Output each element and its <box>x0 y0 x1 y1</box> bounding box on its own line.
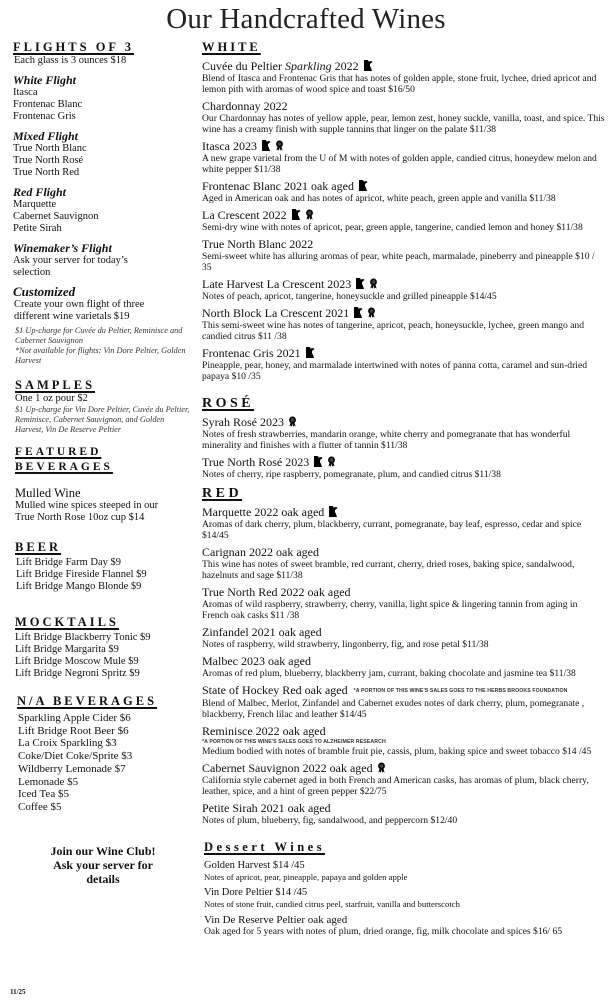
dessert-wine-description: Oak aged for 5 years with notes of plum, dried orange, fig, milk chocolate and spices $16/ 65 <box>204 925 563 937</box>
white-wine-list <box>202 60 606 382</box>
wine-name-text: True North Rosé 2023 <box>202 455 310 469</box>
wine-entry <box>202 506 606 541</box>
wine-name-text: State of Hockey Red oak aged <box>202 683 348 697</box>
beer-item: Lift Bridge Mango Blonde $9 <box>16 581 142 592</box>
minnesota-state-icon <box>363 60 373 71</box>
featured-name: Mulled Wine <box>15 486 81 500</box>
award-ribbon-icon <box>367 307 377 318</box>
availability-note: *Not available for flights: Vin Dore Peltier, Golden Harvest <box>15 346 186 365</box>
wine-description: Notes of cherry, ripe raspberry, pomegranate, plum, and candied citrus $11/38 <box>202 469 501 480</box>
wine-name <box>202 802 606 815</box>
featured-heading: FEATURED BEVERAGES <box>15 446 113 473</box>
flight-item: different wine varietals $19 <box>14 311 130 322</box>
wine-description: Aged in American oak and has notes of apricot, white peach, green apple and vanilla $11/38 <box>202 193 556 204</box>
wine-entry <box>202 802 606 826</box>
award-ribbon-icon <box>327 456 337 467</box>
wine-name-text: Late Harvest La Crescent 2023 <box>202 277 352 291</box>
flight-group-winemaker <box>13 241 193 279</box>
dessert-heading: Dessert Wines <box>204 839 326 854</box>
wine-name-text: Itasca 2023 <box>202 139 257 153</box>
flight-group-white <box>13 73 193 123</box>
na-beverages-heading: N/A BEVERAGES <box>17 694 158 708</box>
minnesota-state-icon <box>358 180 368 191</box>
flight-item: Itasca <box>13 87 38 98</box>
wine-name <box>202 278 606 291</box>
wine-entry <box>202 456 606 480</box>
wine-name <box>202 140 606 153</box>
wine-entry <box>202 100 606 135</box>
wine-entry <box>202 180 606 204</box>
mocktail-item: Lift Bridge Negroni Spritz $9 <box>15 668 140 679</box>
mocktails-heading: MOCKTAILS <box>15 615 119 629</box>
flight-item: Cabernet Sauvignon <box>13 211 99 222</box>
minnesota-state-icon <box>328 506 338 517</box>
wine-name <box>202 60 606 73</box>
wine-description: Semi-sweet white has alluring aromas of pear, white peach, marmalade, pineberry and pineapple $10 / 35 <box>202 251 595 273</box>
wine-entry <box>202 278 606 302</box>
flight-name: Winemaker’s Flight <box>13 241 112 255</box>
red-heading: RED <box>202 486 243 501</box>
wine-name-text: Malbec 2023 oak aged <box>202 654 311 668</box>
wine-entry <box>202 684 606 720</box>
award-ribbon-icon <box>305 209 315 220</box>
featured-line: Mulled wine spices steeped in our <box>15 500 159 511</box>
wine-club-line: details <box>86 871 120 886</box>
flight-item: True North Rosé <box>13 155 84 166</box>
wine-year: 2022 <box>334 59 359 73</box>
wine-name-text: North Block La Crescent 2021 <box>202 306 350 320</box>
wine-name-text: Frontenac Blanc 2021 oak aged <box>202 179 354 193</box>
wine-entry <box>202 725 606 757</box>
na-item: Coffee $5 <box>18 800 62 813</box>
samples-note: $1 Up-charge for Vin Dore Peltier, Cuvée du Peltier, Reminisce, Cabernet Sauvignon, and Golden Harvest, Vin De Reserve Peltier <box>15 405 190 434</box>
charity-note: *A PORTION OF THIS WINE'S SALES GOES TO ALZHEIMER RESEARCH <box>202 738 386 745</box>
minnesota-state-icon <box>305 347 315 358</box>
wine-entry <box>202 238 606 273</box>
minnesota-state-icon <box>355 278 365 289</box>
minnesota-state-icon <box>291 209 301 220</box>
wine-entry <box>202 140 606 175</box>
wine-description: Notes of plum, blueberry, fig, sandalwood, and peppercorn $12/40 <box>202 814 458 826</box>
wine-name-text: Cuvée du Peltier <box>202 59 282 73</box>
wine-description: Pineapple, pear, honey, and marmalade intertwined with notes of panna cotta, caramel and sun-dried papaya $10 /35 <box>202 360 588 382</box>
minnesota-state-icon <box>353 307 363 318</box>
wine-club-line: Ask your server for <box>53 857 153 872</box>
wine-description: Aromas of wild raspberry, strawberry, cherry, vanilla, light spice & lingering tannin from aging in French oak casks $11 /38 <box>202 599 578 621</box>
wine-entry <box>202 546 606 581</box>
wine-name <box>202 416 606 429</box>
flight-name: White Flight <box>13 73 77 87</box>
beer-heading: BEER <box>15 540 62 554</box>
mocktail-item: Lift Bridge Moscow Mule $9 <box>15 656 139 667</box>
flight-item: Frontenac Blanc <box>13 99 83 110</box>
wine-name-text: True North Red 2022 oak aged <box>202 585 351 599</box>
wine-entry <box>202 209 606 233</box>
wine-entry <box>202 655 606 679</box>
wine-description: This wine has notes of sweet bramble, red currant, cherry, dried roses, baking spice, sandalwood, hazelnuts and sage $11/38 <box>202 559 575 581</box>
wine-name <box>202 307 606 320</box>
wine-description: A new grape varietal from the U of M with notes of golden apple, candied citrus, honeydew melon and white pepper $11/38 <box>202 153 597 175</box>
wine-entry <box>202 762 606 797</box>
wine-name-text: Cabernet Sauvignon 2022 oak aged <box>202 760 373 775</box>
na-item: Iced Tea $5 <box>18 788 69 801</box>
wine-description: Notes of fresh strawberries, mandarin orange, white cherry and pomegranate that has wonderful minerality and finishes with a flutter of tannin $11/38 <box>202 429 571 451</box>
award-ribbon-icon <box>377 762 387 773</box>
flight-item: True North Blanc <box>13 143 87 154</box>
wine-name-text: La Crescent 2022 <box>202 208 287 222</box>
wine-name <box>202 684 606 698</box>
dessert-wine-entry <box>204 914 606 938</box>
wine-description: Notes of peach, apricot, tangerine, honeysuckle and grilled pineapple $14/45 <box>202 291 497 302</box>
wine-description: Aromas of dark cherry, plum, blackberry, currant, pomegranate, bay leaf, espresso, cedar and spice $14/45 <box>202 519 582 541</box>
wine-name-text: Petite Sirah 2021 oak aged <box>202 800 331 815</box>
na-item: Wildberry Lemonade $7 <box>18 762 126 775</box>
wine-name-text: Frontenac Gris 2021 <box>202 346 301 360</box>
wine-style: Sparkling <box>281 59 335 73</box>
dessert-wine-name: Vin De Reserve Peltier oak aged <box>204 913 348 926</box>
wine-description: Semi-dry wine with notes of apricot, pear, green apple, tangerine, candied lemon and honey $11/38 <box>202 222 583 233</box>
dessert-wine-description: Notes of apricot, pear, pineapple, papaya and golden apple <box>204 871 408 882</box>
wine-name-text: Reminisce 2022 oak aged <box>202 723 326 738</box>
mocktail-item: Lift Bridge Blackberry Tonic $9 <box>15 632 151 643</box>
wine-entry <box>202 626 606 650</box>
wine-description: Blend of Itasca and Frontenac Gris that has notes of golden apple, stone fruit, lychee, dried apricot and lemon pith with aromas of wood spice and toast $16/50 <box>202 73 597 95</box>
wine-entry <box>202 586 606 621</box>
award-ribbon-icon <box>288 416 298 427</box>
wine-name-text: Marquette 2022 oak aged <box>202 505 325 519</box>
wine-entry <box>202 416 606 451</box>
wine-description: California style cabernet aged in both French and American casks, has aromas of plum, black cherry, leather, spice, and a hint of green pepper $22/75 <box>202 774 589 797</box>
wine-entry <box>202 60 606 95</box>
wine-club-line: Join our Wine Club! <box>50 843 156 858</box>
dessert-wine-list <box>204 860 606 938</box>
na-item: Coke/Diet Coke/Sprite $3 <box>18 750 133 763</box>
page-title: Our Handcrafted Wines <box>166 3 446 35</box>
samples-line: One 1 oz pour $2 <box>15 393 88 404</box>
wine-name-text: Carignan 2022 oak aged <box>202 545 319 559</box>
minnesota-state-icon <box>261 140 271 151</box>
flight-group-mixed <box>13 129 193 179</box>
left-column <box>13 40 193 886</box>
wine-name <box>202 762 606 775</box>
wine-name-text: Syrah Rosé 2023 <box>202 415 284 429</box>
rose-heading: ROSÉ <box>202 396 255 411</box>
rose-wine-list <box>202 416 606 480</box>
white-heading: WHITE <box>202 40 261 54</box>
flight-name: Customized <box>13 284 76 299</box>
dessert-wine-entry <box>204 887 606 909</box>
wine-description: This semi-sweet wine has notes of tangerine, apricot, peach, honeysuckle, lychee, green mango and candied citrus $11 /38 <box>202 320 585 342</box>
wine-name <box>202 655 606 668</box>
beer-item: Lift Bridge Farm Day $9 <box>16 557 121 568</box>
flight-group-customized <box>13 285 193 366</box>
wine-name <box>202 546 606 559</box>
flights-subtitle: Each glass is 3 ounces $18 <box>14 55 127 66</box>
flight-item: selection <box>13 267 51 278</box>
dessert-wine-name: Golden Harvest $14 /45 <box>204 859 305 871</box>
dessert-wine-entry <box>204 860 606 882</box>
page-number: 11/25 <box>10 988 26 996</box>
wine-name-text: True North Blanc 2022 <box>202 237 314 251</box>
na-item: Lemonade $5 <box>18 775 79 788</box>
samples-heading: SAMPLES <box>15 378 96 392</box>
flight-item: Create your own flight of three <box>14 299 145 310</box>
wine-name <box>202 347 606 360</box>
featured-line: True North Rose 10oz cup $14 <box>15 512 145 523</box>
wine-entry <box>202 347 606 382</box>
charity-note: *A PORTION OF THIS WINE'S SALES GOES TO THE HERBS BROOKS FOUNDATION <box>353 687 568 694</box>
award-ribbon-icon <box>369 278 379 289</box>
wine-name <box>202 506 606 519</box>
wine-name <box>202 100 606 113</box>
wine-description: Medium bodied with notes of bramble fruit pie, cassis, plum, baking spice and sweet tobacco $14 /45 <box>202 745 592 757</box>
wine-description: Notes of raspberry, wild strawberry, lingonberry, fig, and rose petal $11/38 <box>202 639 489 650</box>
right-column <box>202 40 606 938</box>
wine-name <box>202 725 606 746</box>
upcharge-note: $1 Up-charge for Cuvée du Peltier, Reminisce and Cabernet Sauvignon <box>15 326 183 345</box>
na-item: Lift Bridge Root Beer $6 <box>18 724 129 737</box>
flight-item: Frontenac Gris <box>13 111 76 122</box>
flight-name: Mixed Flight <box>13 129 79 143</box>
flight-item: Petite Sirah <box>13 223 62 234</box>
wine-name <box>202 180 606 193</box>
mocktail-item: Lift Bridge Margarita $9 <box>15 644 119 655</box>
flight-group-red <box>13 185 193 235</box>
wine-name <box>202 456 606 469</box>
flight-item: True North Red <box>13 167 80 178</box>
wine-name <box>202 586 606 599</box>
wine-name-text: Chardonnay 2022 <box>202 99 288 113</box>
wine-name <box>202 209 606 222</box>
wine-name-text: Zinfandel 2021 oak aged <box>202 625 322 639</box>
wine-description: Blend of Malbec, Merlot, Zinfandel and Cabernet exudes notes of dark cherry, plum, pomegranate , blackberry, French lilac and leather $14/45 <box>202 697 585 720</box>
flight-name: Red Flight <box>13 185 67 199</box>
wine-name <box>202 626 606 639</box>
flight-item: Marquette <box>13 199 57 210</box>
minnesota-state-icon <box>313 456 323 467</box>
wine-club-promo <box>13 844 193 886</box>
wine-entry <box>202 307 606 342</box>
wine-description: Our Chardonnay has notes of yellow apple, pear, lemon zest, honey suckle, vanilla, toast, and spice. This wine has a creamy finish with supple tannins that linger on the palate $11/38 <box>202 113 605 135</box>
na-item: La Croix Sparkling $3 <box>18 737 117 750</box>
flights-heading: FLIGHTS OF 3 <box>13 40 134 54</box>
beer-item: Lift Bridge Fireside Flannel $9 <box>16 569 147 580</box>
na-item: Sparkling Apple Cider $6 <box>18 712 131 724</box>
wine-name <box>202 238 606 251</box>
award-ribbon-icon <box>275 140 285 151</box>
wine-description: Aromas of red plum, blueberry, blackberry jam, currant, baking chocolate and jasmine tea $11/38 <box>202 668 576 679</box>
red-wine-list <box>202 506 606 826</box>
dessert-wine-name: Vin Dore Peltier $14 /45 <box>204 886 308 898</box>
flight-item: Ask your server for today’s <box>13 255 128 266</box>
dessert-wine-description: Notes of stone fruit, candied citrus peel, starfruit, vanilla and butterscotch <box>204 898 460 909</box>
